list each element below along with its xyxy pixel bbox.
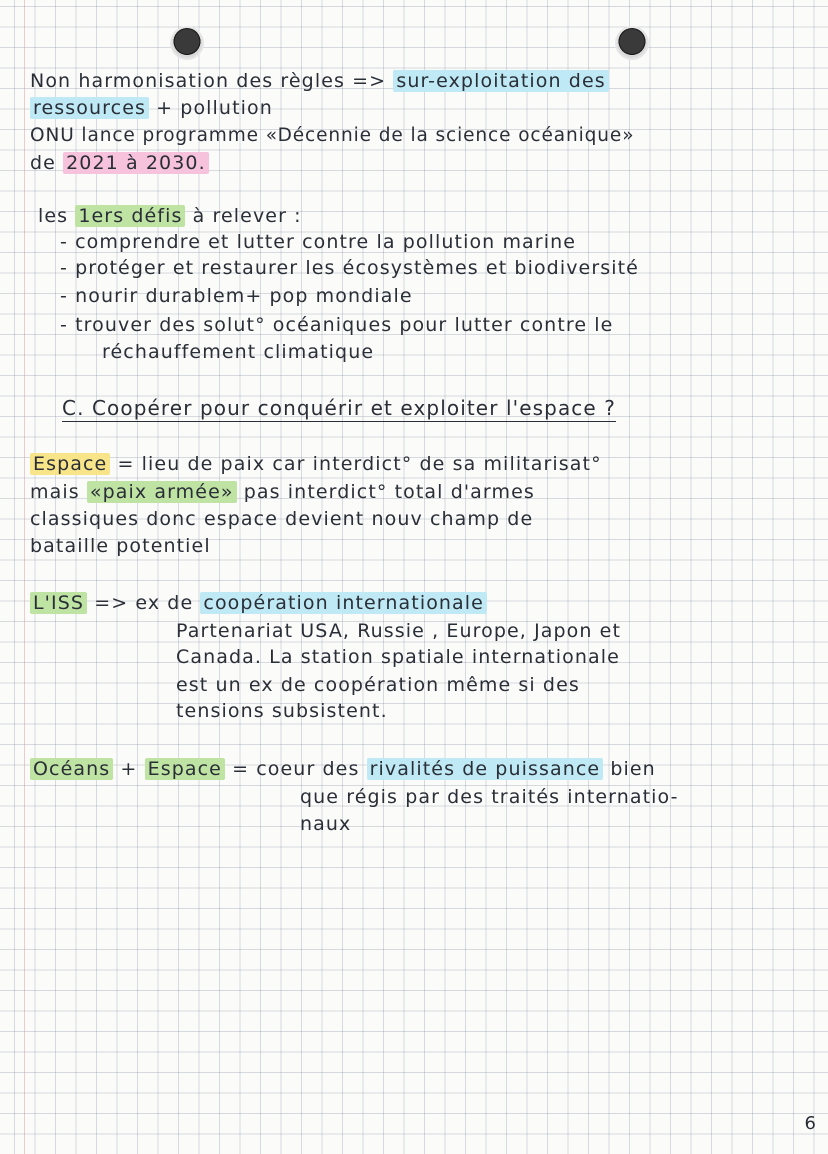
note-text: ONU lance programme «Décennie de la science océanique» [30, 125, 635, 146]
list-item-text: - comprendre et lutter contre la pollution marine [60, 231, 577, 253]
list-item-continuation [102, 340, 374, 364]
note-text: pas interdict° total d'armes [243, 481, 535, 503]
highlight-space-2: Espace [145, 758, 225, 780]
note-line [176, 645, 620, 669]
margin-line [24, 0, 25, 1154]
note-line [30, 591, 487, 615]
note-line [30, 507, 533, 531]
note-line [30, 480, 535, 504]
highlight-armed-peace: «paix armée» [87, 481, 237, 503]
note-text: + [120, 758, 138, 780]
note-line [30, 757, 656, 781]
note-text: + pollution [156, 97, 273, 119]
note-line [300, 812, 351, 836]
note-text: que régis par des traités internatio- [300, 786, 679, 808]
note-line [176, 699, 388, 723]
highlight-challenges: 1ers défis [75, 205, 185, 227]
note-text: = lieu de paix car interdict° de sa militarisat° [117, 453, 602, 475]
note-line [30, 124, 634, 148]
highlight-space: Espace [30, 453, 110, 475]
note-text: naux [300, 813, 352, 835]
note-text: tensions subsistent. [176, 700, 388, 722]
note-line [30, 534, 211, 558]
section-heading-text: C. Coopérer pour conquérir et exploiter l'espace ? [62, 396, 616, 420]
note-line [30, 69, 609, 93]
note-text: classiques donc espace devient nouv champ de [30, 508, 534, 530]
section-heading [62, 396, 616, 420]
list-item-text: - trouver des solut° océaniques pour lutter contre le [60, 314, 614, 336]
list-item-text: réchauffement climatique [102, 341, 375, 363]
note-text: => ex de [94, 592, 194, 614]
note-line [176, 619, 621, 643]
note-line [300, 785, 679, 809]
note-text: mais [30, 481, 80, 503]
highlight-international-cooperation: coopération internationale [200, 592, 487, 614]
highlight-resources: ressources [30, 97, 149, 119]
note-line [38, 204, 302, 228]
note-line [176, 673, 580, 697]
highlight-dates: 2021 à 2030. [63, 152, 209, 174]
list-item [60, 230, 576, 254]
note-text: à relever : [192, 205, 302, 227]
note-text: Partenariat USA, Russie , Europe, Japon et [176, 620, 622, 642]
note-line [30, 151, 209, 175]
note-line [30, 96, 273, 120]
list-item [60, 284, 413, 308]
page-number: 6 [804, 1113, 816, 1134]
note-text: est un ex de coopération même si des [176, 674, 580, 696]
note-text: Canada. La station spatiale internationale [176, 646, 620, 668]
highlight-rivalries: rivalités de puissance [367, 758, 604, 780]
note-text: de [30, 152, 56, 174]
list-item-text: - protéger et restaurer les écosystèmes et biodiversité [60, 257, 639, 279]
note-text: Non harmonisation des règles [30, 70, 346, 92]
binder-hole-left [172, 28, 202, 58]
binder-hole-right [617, 28, 647, 58]
list-item [60, 256, 639, 280]
note-line [30, 452, 602, 476]
highlight-overexploitation: sur-exploitation des [393, 70, 608, 92]
list-item [60, 313, 613, 337]
list-item-text: - nourir durablem+ pop mondiale [60, 285, 413, 307]
arrow-icon: => [352, 70, 387, 92]
note-text: les [38, 205, 69, 227]
highlight-oceans: Océans [30, 758, 113, 780]
note-text: bien [610, 758, 656, 780]
note-text: bataille potentiel [30, 535, 211, 557]
note-text: = coeur des [232, 758, 360, 780]
highlight-iss: L'ISS [30, 592, 87, 614]
